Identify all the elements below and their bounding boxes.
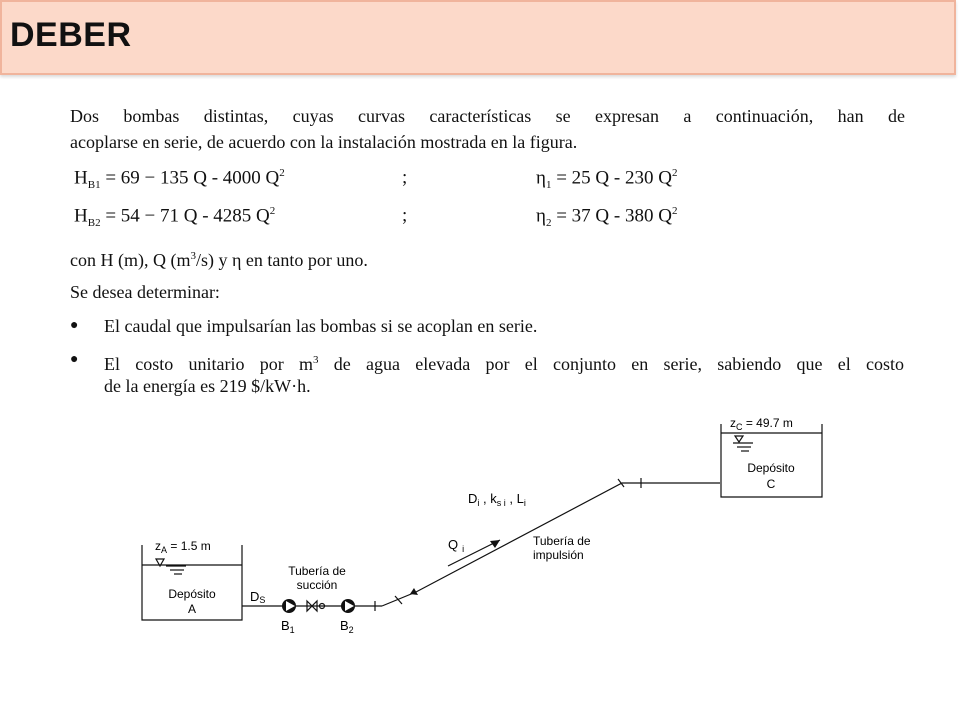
bullet-dot: ● — [70, 352, 79, 367]
tank-c-label-2: C — [766, 477, 776, 491]
pump-b2-label: $B_2$ — [340, 618, 354, 635]
equation-separator-2: ; — [402, 205, 408, 226]
intro-line-1: Dos bombas distintas, cuyas curvas características se expresan a continuación, han de — [70, 106, 905, 126]
tank-a-label-1: Depósito — [168, 587, 216, 601]
units-line: con H (m), Q $(m^3/s)$ y η en tanto por uno. — [70, 250, 368, 270]
tank-a-label-2: A — [187, 602, 197, 616]
zc-label: $z_C = 49.7$ m — [730, 416, 793, 432]
pump-b2-icon — [341, 599, 355, 613]
bullet-1: El caudal que impulsarían las bombas si se acoplan en serie. — [104, 316, 538, 336]
equation-separator-1: ; — [402, 167, 408, 188]
impulsion-label-1: Tubería de — [533, 534, 591, 548]
za-label: $z_A = 1.5$ m — [155, 539, 211, 555]
qi-label: Q $_i$ — [448, 537, 465, 554]
impulsion-label-2: impulsión — [533, 548, 584, 562]
slide-title: DEBER — [10, 16, 132, 54]
pump-b1-icon — [282, 599, 296, 613]
bullet-dot: ● — [70, 318, 79, 333]
ds-label: DS — [250, 589, 266, 605]
equation-hb1: $H_{B1} = 69 - 135$ Q - 4000 $Q^2$ — [74, 167, 285, 192]
equation-hb2: $H_{B2} = 54 - 71$ Q - 4285 $Q^2$ — [74, 205, 276, 230]
intro-line-2: acoplarse en serie, de acuerdo con la instalación mostrada en la figura. — [70, 132, 578, 152]
bullet-2-line-1: El costo unitario por $m^3$ de agua elevada por el conjunto en serie, sabiendo que el costo — [104, 354, 904, 374]
tank-c-level-marker-icon — [735, 436, 743, 442]
suction-label-2: succión — [296, 578, 338, 592]
suction-label-1: Tubería de — [288, 564, 346, 578]
equation-eta2: $\eta_2 = 37$ Q - 380 $Q^2$ — [536, 205, 678, 230]
bullet-2-line-2: de la energía es 219 $/kW·h. — [104, 376, 311, 396]
tank-c-label-1: Depósito — [747, 461, 795, 475]
equation-eta1: $\eta_1 = 25$ Q - 230 $Q^2$ — [536, 167, 678, 192]
determine-line: Se desea determinar: — [70, 282, 220, 302]
pump-b1-label: $B_1$ — [281, 618, 295, 635]
pipe-params-label: $D_i$ , $k_{s i}$ , $L_i$ — [468, 491, 526, 508]
